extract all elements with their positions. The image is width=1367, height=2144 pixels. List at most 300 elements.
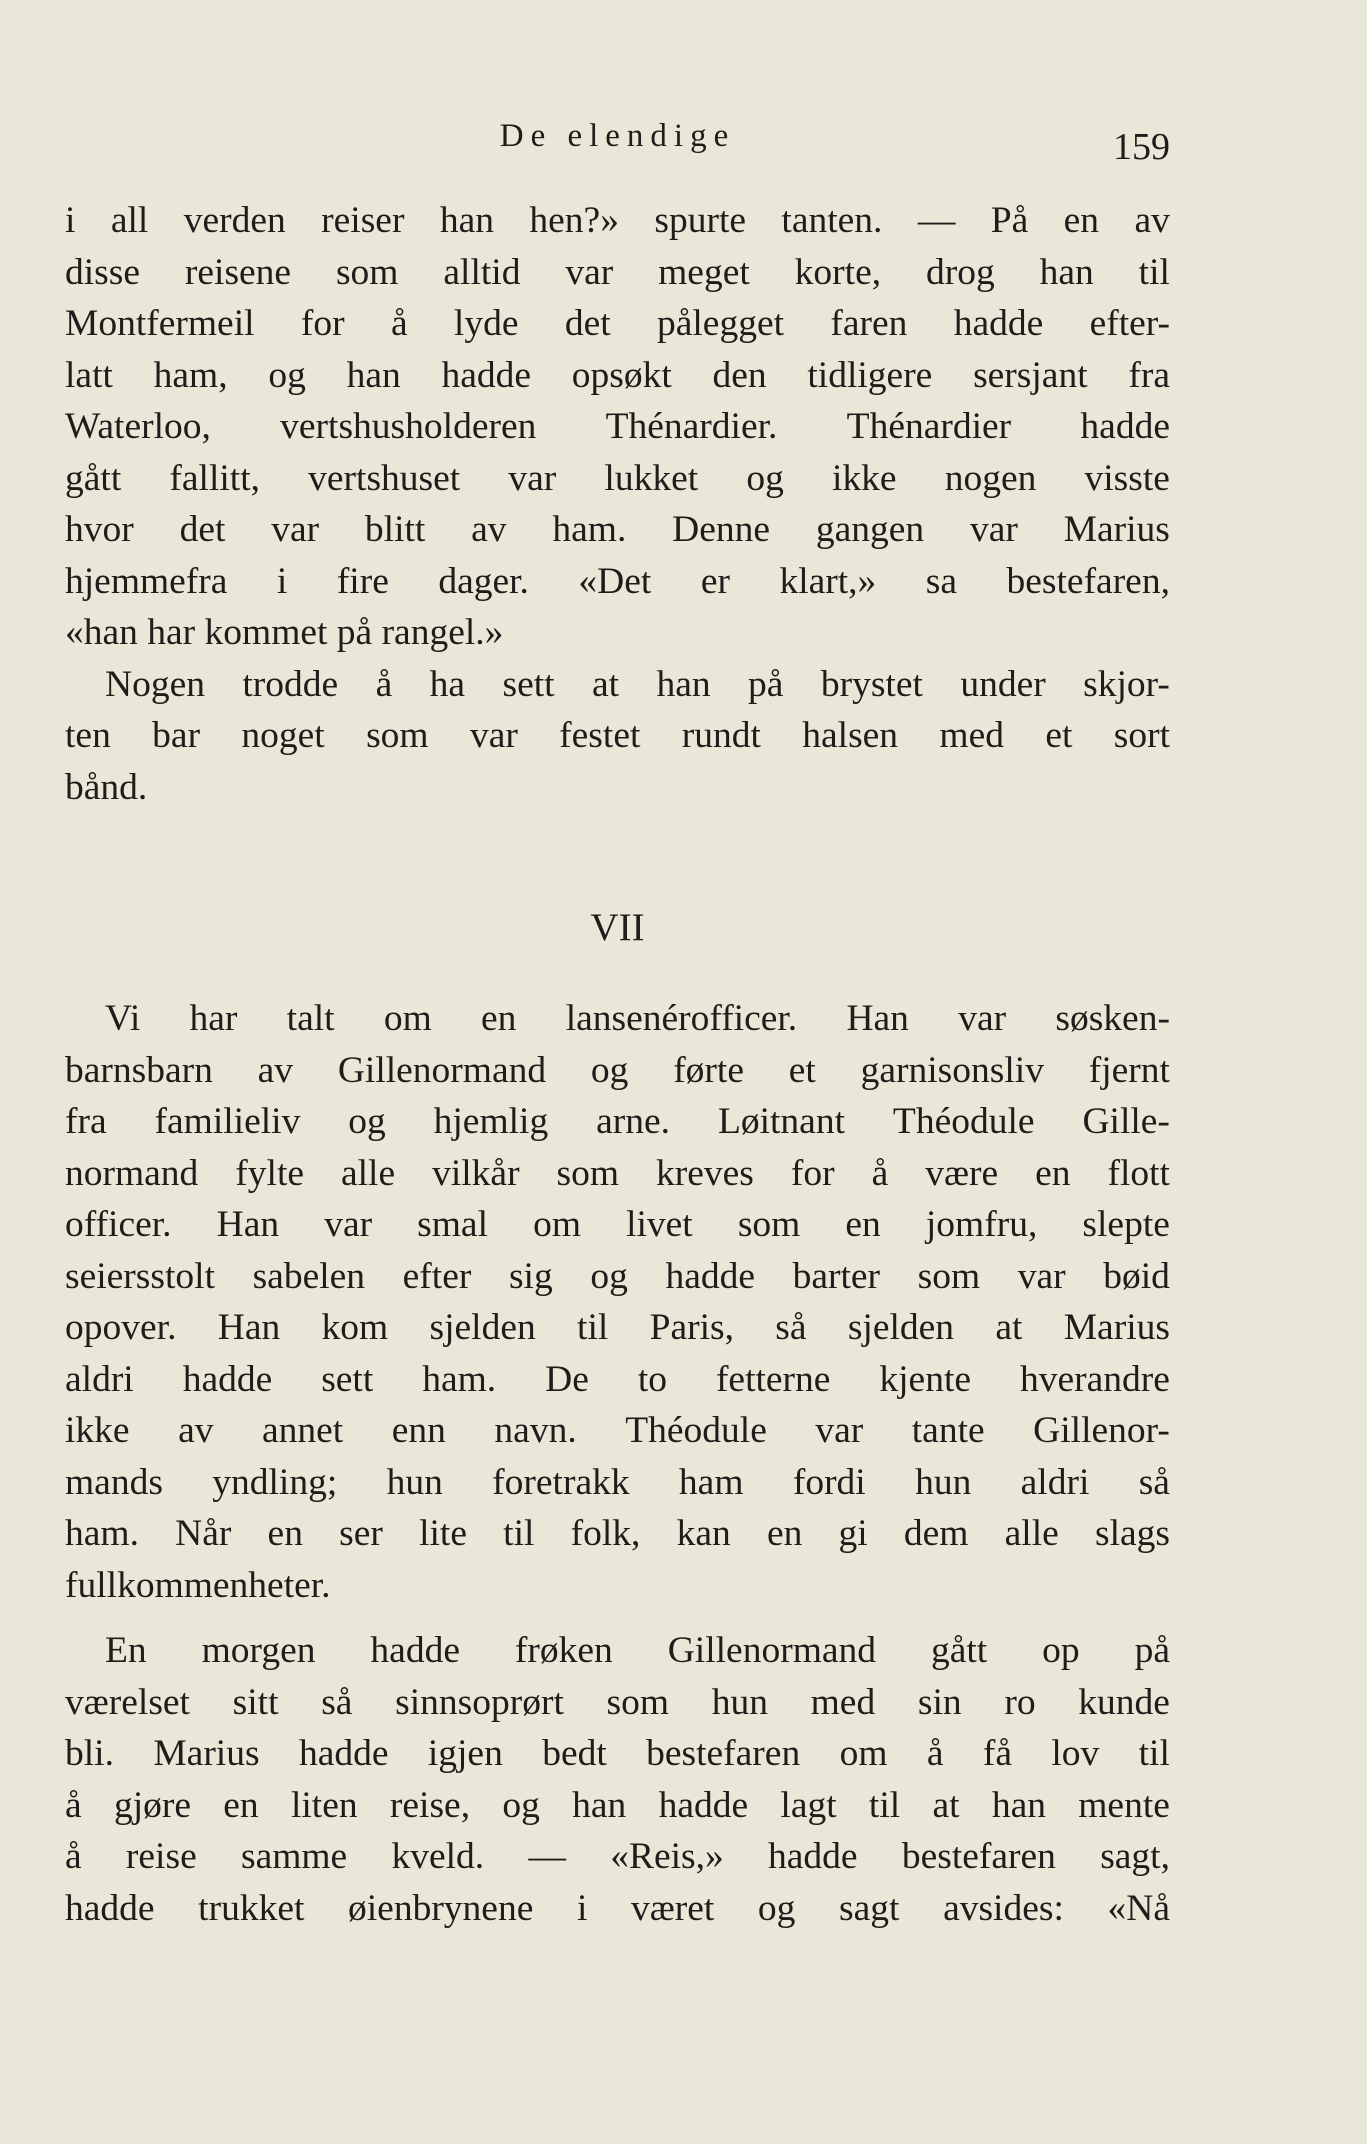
word: opsøkt	[571, 354, 672, 396]
word: foretrakk	[492, 1461, 630, 1503]
word: søsken-	[1055, 998, 1170, 1039]
word: være	[925, 1152, 999, 1194]
word: bli.	[65, 1733, 114, 1774]
text-line	[65, 298, 1170, 350]
word: Marius	[1063, 509, 1170, 550]
word: vertshuset	[308, 457, 461, 499]
word: Vi	[105, 998, 141, 1039]
text-line	[65, 1045, 1170, 1097]
word: morgen	[201, 1630, 316, 1671]
word: til	[1138, 251, 1170, 293]
word: Når	[175, 1513, 232, 1554]
word: sin	[917, 1681, 962, 1723]
word: bar	[152, 715, 201, 756]
word: Waterloo,	[65, 406, 211, 447]
word: til	[577, 1307, 609, 1348]
word: til	[868, 1784, 901, 1826]
word: at	[932, 1784, 960, 1826]
paragraph-gap	[65, 1611, 1170, 1625]
text-line	[65, 1457, 1170, 1509]
word: kunde	[1078, 1681, 1170, 1723]
text-line	[65, 1251, 1170, 1303]
word: disse	[65, 251, 140, 293]
word: å	[65, 1784, 82, 1826]
text-line	[65, 659, 1170, 711]
word: sett	[502, 663, 555, 705]
word: Marius	[153, 1733, 260, 1774]
word: Denne	[672, 509, 771, 550]
word: hun	[711, 1681, 768, 1723]
word: så	[321, 1681, 353, 1723]
word: efter-	[1089, 303, 1170, 344]
word: ham	[678, 1461, 744, 1503]
word: En	[105, 1630, 147, 1671]
word: visste	[1084, 457, 1170, 499]
text-line	[65, 1199, 1170, 1251]
word: for	[790, 1152, 835, 1194]
word: rundt	[681, 715, 761, 756]
text-line	[65, 504, 1170, 556]
word: å	[926, 1733, 944, 1774]
word: førte	[673, 1049, 744, 1091]
word: hadde	[298, 1733, 389, 1774]
text-line	[65, 453, 1170, 505]
word: faren	[830, 303, 908, 344]
word: som	[556, 1152, 620, 1194]
text-line	[65, 1883, 1170, 1935]
word: et	[1045, 715, 1073, 756]
word: alle	[1004, 1513, 1059, 1554]
word: å	[65, 1836, 82, 1877]
word: og	[348, 1101, 386, 1142]
word: «Det	[578, 560, 652, 602]
word: fallitt,	[169, 457, 260, 499]
text-line	[65, 993, 1170, 1045]
word: garnisonsliv	[860, 1049, 1044, 1091]
word: ikke	[831, 457, 897, 499]
word: med	[810, 1681, 876, 1723]
word: navn.	[494, 1410, 577, 1451]
word: hadde	[768, 1836, 858, 1877]
word: Paris,	[649, 1307, 734, 1348]
section-title: VII	[590, 906, 645, 949]
word: kreves	[656, 1152, 754, 1194]
word: reise	[125, 1836, 197, 1877]
word: med	[939, 715, 1004, 756]
word: slepte	[1082, 1204, 1170, 1245]
word: jomfru,	[925, 1204, 1038, 1245]
word: var	[271, 509, 320, 550]
word: av	[1134, 200, 1170, 241]
word: i	[576, 1887, 588, 1929]
text-line	[65, 1354, 1170, 1406]
word: han	[572, 1784, 627, 1826]
word: kan	[676, 1513, 731, 1554]
word: var	[969, 509, 1018, 550]
word: gått	[930, 1630, 988, 1671]
text-line	[65, 1405, 1170, 1457]
text-line: bånd.	[65, 766, 148, 808]
word: at	[591, 663, 620, 705]
word: var	[1017, 1255, 1066, 1297]
word: i	[65, 200, 76, 241]
word: øienbrynene	[348, 1887, 534, 1929]
word: Løitnant	[717, 1101, 845, 1142]
word: officer.	[65, 1204, 172, 1245]
word: brystet	[820, 663, 923, 705]
word: drog	[925, 251, 995, 293]
word: all	[110, 200, 149, 241]
text-line	[65, 247, 1170, 299]
text-line	[65, 1831, 1170, 1883]
text-line	[65, 195, 1170, 247]
word: klart,»	[779, 560, 877, 602]
word: opover.	[65, 1307, 177, 1348]
word: sabelen	[252, 1255, 366, 1297]
word: han	[1039, 251, 1094, 293]
word: var	[815, 1410, 864, 1451]
word: en	[766, 1513, 803, 1554]
word: skjor-	[1083, 663, 1170, 705]
page-body	[65, 195, 1170, 1934]
word: liten	[290, 1784, 358, 1826]
word: —	[917, 200, 956, 241]
word: hvor	[65, 509, 134, 550]
word: reiser	[321, 200, 405, 241]
word: kjente	[879, 1358, 972, 1400]
word: tanten.	[781, 200, 883, 241]
word: lagt	[780, 1784, 837, 1826]
word: hadde	[658, 1784, 749, 1826]
word: fylte	[235, 1152, 305, 1194]
word: op	[1042, 1630, 1080, 1671]
word: hadde	[665, 1255, 755, 1297]
word: arne.	[596, 1101, 671, 1142]
word: den	[712, 354, 767, 396]
word: værelset	[65, 1681, 190, 1723]
word: vertshusholderen	[280, 406, 537, 447]
word: er	[700, 560, 730, 602]
word: normand	[65, 1152, 199, 1194]
word: nogen	[944, 457, 1037, 499]
word: så	[775, 1307, 807, 1348]
word: for	[300, 303, 345, 344]
word: ham,	[153, 354, 228, 396]
word: har	[189, 998, 238, 1039]
word: vilkår	[432, 1152, 520, 1194]
word: samme	[240, 1836, 348, 1877]
word: var	[508, 457, 557, 499]
page-number: 159	[1113, 126, 1170, 168]
paragraph-3	[65, 993, 1170, 1611]
word: —	[528, 1836, 566, 1877]
word: som	[366, 715, 429, 756]
word: kom	[321, 1307, 389, 1348]
word: Théodule	[892, 1101, 1035, 1142]
word: og	[590, 1255, 628, 1297]
word: livet	[626, 1204, 693, 1245]
word: blitt	[364, 509, 426, 550]
text-line	[65, 350, 1170, 402]
word: Gillenor-	[1033, 1410, 1170, 1451]
word: Thénardier.	[605, 406, 778, 447]
word: sitt	[232, 1681, 279, 1723]
word: gjøre	[113, 1784, 191, 1826]
word: Han	[217, 1307, 281, 1348]
word: barter	[792, 1255, 881, 1297]
text-line	[65, 1508, 1170, 1560]
word: lite	[419, 1513, 467, 1554]
word: som	[917, 1255, 981, 1297]
word: Marius	[1063, 1307, 1170, 1348]
word: var	[324, 1204, 373, 1245]
word: festet	[559, 715, 641, 756]
word: sjelden	[847, 1307, 955, 1348]
word: han	[991, 1784, 1046, 1826]
word: hadde	[370, 1630, 460, 1671]
word: om	[383, 998, 432, 1039]
word: aldri	[65, 1358, 134, 1400]
word: på	[1134, 1630, 1170, 1671]
word: seiersstolt	[65, 1255, 215, 1297]
word: og	[746, 457, 784, 499]
word: Gillenormand	[337, 1049, 547, 1091]
word: fra	[65, 1101, 107, 1142]
word: av	[178, 1410, 214, 1451]
word: annet	[262, 1410, 344, 1451]
word: bøid	[1103, 1255, 1170, 1297]
paragraph-1	[65, 195, 1170, 659]
word: alltid	[443, 251, 521, 293]
word: av	[257, 1049, 294, 1091]
word: fire	[336, 560, 389, 602]
word: en	[845, 1204, 881, 1245]
word: lukket	[604, 457, 699, 499]
word: spurte	[654, 200, 747, 241]
word: sinnsoprørt	[395, 1681, 564, 1723]
word: Montfermeil	[65, 303, 255, 344]
word: hen?»	[529, 200, 619, 241]
word: få	[982, 1733, 1012, 1774]
word: Théodule	[625, 1410, 767, 1451]
word: trukket	[198, 1887, 305, 1929]
text-line	[65, 710, 1170, 762]
word: talt	[286, 998, 335, 1039]
word: en	[1035, 1152, 1071, 1194]
word: to	[637, 1358, 667, 1400]
text-line: «han har kommet på rangel.»	[65, 612, 504, 653]
text-line	[65, 401, 1170, 453]
word: til	[503, 1513, 535, 1554]
word: flott	[1107, 1152, 1170, 1194]
word: om	[533, 1204, 581, 1245]
word: latt	[65, 354, 113, 396]
text-line	[65, 1625, 1170, 1677]
word: sig	[508, 1255, 553, 1297]
word: igjen	[427, 1733, 503, 1774]
word: og	[502, 1784, 540, 1826]
word: å	[390, 303, 408, 344]
word: mands	[65, 1461, 163, 1503]
word: var	[565, 251, 614, 293]
text-line	[65, 1302, 1170, 1354]
word: en	[223, 1784, 259, 1826]
word: en	[481, 998, 517, 1039]
word: var	[469, 715, 518, 756]
word: reisene	[184, 251, 292, 293]
word: tante	[911, 1410, 985, 1451]
word: var	[958, 998, 1007, 1039]
running-title: De elendige	[499, 118, 736, 154]
word: halsen	[802, 715, 899, 756]
text-line: fullkommenheter.	[65, 1564, 331, 1606]
word: han	[656, 663, 711, 705]
word: Han	[846, 998, 909, 1039]
word: aldri	[1020, 1461, 1090, 1503]
word: lansenérofficer.	[565, 998, 798, 1039]
word: og	[757, 1887, 796, 1929]
word: bestefaren	[901, 1836, 1056, 1877]
paragraph-4	[65, 1625, 1170, 1934]
word: hjemmefra	[65, 560, 228, 602]
word: gangen	[815, 509, 925, 550]
word: under	[960, 663, 1046, 705]
word: smal	[417, 1204, 488, 1245]
word: fordi	[792, 1461, 866, 1503]
word: «Nå	[1107, 1887, 1170, 1929]
word: i	[276, 560, 288, 602]
word: hadde	[953, 303, 1044, 344]
text-line	[65, 1728, 1170, 1780]
word: sagt	[839, 1887, 900, 1929]
word: en	[1063, 200, 1100, 241]
word: at	[995, 1307, 1023, 1348]
word: sett	[321, 1358, 374, 1400]
word: ham.	[422, 1358, 497, 1400]
word: barnsbarn	[65, 1049, 213, 1091]
word: hjemlig	[433, 1101, 549, 1142]
word: dager.	[438, 560, 529, 602]
word: verden	[183, 200, 286, 241]
word: Gille-	[1082, 1101, 1170, 1142]
word: lov	[1051, 1733, 1100, 1774]
text-line	[65, 1148, 1170, 1200]
word: familieliv	[154, 1101, 301, 1142]
word: hverandre	[1019, 1358, 1170, 1400]
word: hun	[386, 1461, 443, 1503]
word: trodde	[242, 663, 339, 705]
word: sjelden	[429, 1307, 536, 1348]
word: avsides:	[943, 1887, 1064, 1929]
word: fetterne	[715, 1358, 831, 1400]
word: et	[788, 1049, 816, 1091]
word: bedt	[542, 1733, 607, 1774]
text-line	[65, 1096, 1170, 1148]
word: noget	[241, 715, 325, 756]
word: så	[1138, 1461, 1170, 1503]
word: og	[268, 354, 306, 396]
word: folk,	[570, 1513, 641, 1554]
word: korte,	[794, 251, 882, 293]
word: sersjant	[973, 354, 1088, 396]
page-header	[65, 118, 1170, 178]
word: tidligere	[807, 354, 933, 396]
word: meget	[658, 251, 750, 293]
word: bestefaren	[646, 1733, 801, 1774]
word: en	[267, 1513, 303, 1554]
word: dem	[903, 1513, 969, 1554]
word: Gillenormand	[667, 1630, 877, 1671]
word: yndling;	[212, 1461, 338, 1503]
word: ikke	[65, 1410, 130, 1451]
word: han	[346, 354, 401, 396]
word: ham.	[65, 1513, 139, 1554]
word: det	[179, 509, 226, 550]
word: fjernt	[1088, 1049, 1170, 1091]
word: ham.	[552, 509, 627, 550]
word: hadde	[1080, 406, 1170, 447]
word: bestefaren,	[1006, 560, 1170, 602]
word: ser	[339, 1513, 383, 1554]
word: som	[737, 1204, 801, 1245]
word: Nogen	[105, 663, 205, 705]
word: lyde	[453, 303, 519, 344]
word: sa	[925, 560, 958, 602]
word: å	[871, 1152, 889, 1194]
word: «Reis,»	[610, 1836, 724, 1877]
word: og	[590, 1049, 629, 1091]
word: å	[375, 663, 393, 705]
word: mente	[1078, 1784, 1170, 1826]
word: om	[839, 1733, 888, 1774]
word: av	[471, 509, 507, 550]
word: De	[545, 1358, 589, 1400]
word: alle	[340, 1152, 396, 1194]
word: frøken	[514, 1630, 613, 1671]
word: det	[564, 303, 611, 344]
word: hun	[915, 1461, 972, 1503]
word: pålegget	[656, 303, 785, 344]
word: enn	[391, 1410, 446, 1451]
word: hadde	[441, 354, 531, 396]
text-line	[65, 1677, 1170, 1729]
word: gi	[838, 1513, 868, 1554]
word: gått	[65, 457, 122, 499]
word: kveld.	[391, 1836, 485, 1877]
word: Han	[216, 1204, 280, 1245]
text-line	[65, 556, 1170, 608]
word: Thénardier	[846, 406, 1012, 447]
word: som	[606, 1681, 670, 1723]
word: efter	[402, 1255, 472, 1297]
word: ha	[429, 663, 466, 705]
word: hadde	[182, 1358, 273, 1400]
word: ro	[1004, 1681, 1036, 1723]
word: slags	[1094, 1513, 1170, 1554]
word: været	[630, 1887, 715, 1929]
word: På	[990, 200, 1029, 241]
word: til	[1138, 1733, 1170, 1774]
word: på	[748, 663, 784, 705]
word: sagt,	[1100, 1836, 1170, 1877]
word: sort	[1113, 715, 1170, 756]
word: fra	[1128, 354, 1170, 396]
paragraph-2	[65, 659, 1170, 814]
word: som	[335, 251, 399, 293]
word: hadde	[65, 1887, 155, 1929]
text-line	[65, 1780, 1170, 1832]
word: ten	[65, 715, 111, 756]
